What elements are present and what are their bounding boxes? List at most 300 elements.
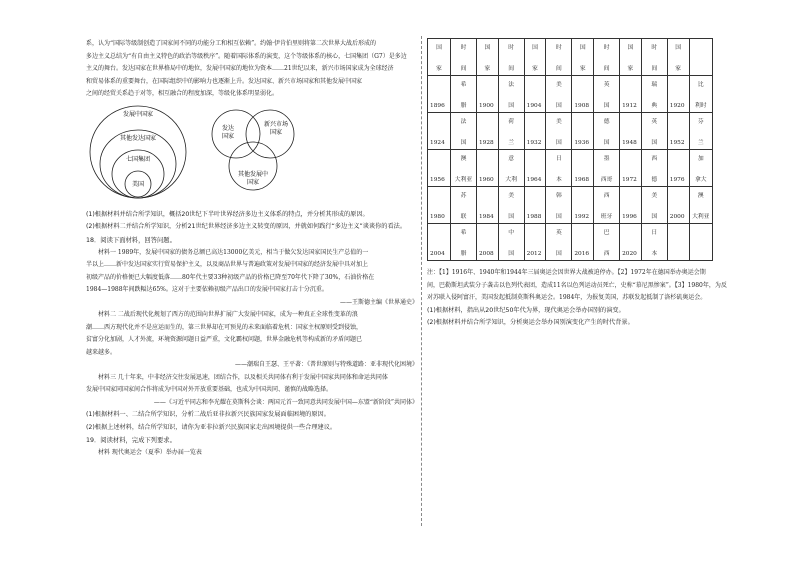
nested-circles-diagram: [90, 106, 186, 198]
cell-content: [644, 190, 665, 220]
passage-intro: [86, 38, 418, 101]
label-usa: 美国: [131, 180, 145, 188]
table-row: [428, 224, 713, 261]
country-text: 韩: [555, 193, 562, 199]
country-text: 时: [460, 45, 467, 51]
right-column: [427, 38, 727, 330]
table-cell: [451, 150, 477, 187]
source-citation: ——潮瑞自王瑟、王平著：《普世原则与特殊道路：亚非现代化困境》: [234, 361, 418, 368]
cell-content: [527, 227, 544, 257]
year-value: 1988: [526, 214, 542, 220]
cell-content: [622, 79, 639, 109]
country-text: 时: [555, 45, 562, 51]
cell-content: [622, 190, 639, 220]
year-value: 1920: [669, 103, 685, 109]
table-row: [428, 113, 713, 150]
olympics-host-table: [427, 38, 713, 261]
year-value: 1992: [574, 214, 590, 220]
table-cell: [498, 224, 524, 261]
year-value: 2012: [526, 251, 542, 257]
table-cell: [572, 150, 594, 187]
country-text: 国: [555, 140, 562, 146]
cell-content: [501, 190, 522, 220]
table-cell: [689, 39, 712, 76]
cell-content: [548, 153, 569, 183]
country-text: 时: [508, 45, 515, 51]
left-column: [86, 38, 418, 460]
country-text: 时: [603, 45, 610, 51]
source-citation: ——《习近平同志和李光耀在莫斯科会谈：两国元首一致同意共同发展中国—东盟“新阶段”共同体》: [153, 398, 418, 406]
country-text: 苏: [460, 193, 467, 199]
cell-content: [430, 227, 448, 257]
country-text: 国: [436, 45, 442, 51]
cell-content: [692, 79, 710, 109]
table-cell: [451, 224, 477, 261]
year-value: 1980: [430, 214, 445, 220]
cell-content: [644, 116, 665, 146]
country-text: 西: [651, 156, 658, 162]
cell-content: [622, 153, 639, 183]
country-text: 日: [555, 156, 562, 162]
year-value: 1908: [574, 103, 590, 109]
country-text: 典: [651, 103, 658, 109]
material-2: [86, 309, 418, 372]
year-value: 1976: [669, 177, 685, 183]
table-cell: [641, 187, 667, 224]
country-text: 国: [555, 251, 562, 257]
table-cell: [594, 150, 620, 187]
table-cell: [476, 76, 498, 113]
country-text: 间: [603, 66, 610, 72]
country-text: 澳: [697, 193, 704, 199]
table-cell: [451, 113, 477, 150]
question-19-title: 19．阅读材料，完成下列要求。: [86, 437, 176, 444]
year-value: 2020: [622, 251, 637, 257]
year-value: 2000: [669, 214, 685, 220]
country-text: 希: [460, 82, 467, 88]
country-text: 间: [555, 66, 562, 72]
table-cell: [546, 187, 572, 224]
cell-content: [670, 79, 687, 109]
note-line: 间，巴勒斯坦武装分子袭击以色列代表团，造成11名以色列运动员死亡，史称“慕尼黑惨案”。【3】1980年，为反: [427, 281, 727, 289]
cell-content: [453, 79, 474, 109]
cell-content: [692, 190, 710, 220]
table-cell: [594, 76, 620, 113]
cell-content: [692, 227, 710, 257]
table-cell: [620, 150, 642, 187]
table-cell: [524, 113, 546, 150]
text-line: 之间的经贸关系趋于对等，相互融合的程度加深，等级化体系明显弱化。: [86, 90, 279, 97]
cell-content: [574, 116, 591, 146]
country-text: 国: [508, 214, 515, 220]
cell-content: [596, 79, 617, 109]
country-text: 澳: [460, 156, 467, 162]
country-text: 间: [508, 66, 515, 72]
country-text: 家: [675, 66, 682, 72]
country-text: 比: [697, 82, 704, 88]
text-line: 贫富分化加剧，人才外流，环境资源问题日益严重，文化霸权问题，世界金融危机等构成新的矛盾问题已: [86, 336, 363, 343]
cell-content: [548, 79, 569, 109]
table-cell: [594, 39, 620, 76]
material-3: [86, 372, 418, 410]
year-value: 1924: [430, 140, 445, 146]
cell-content: [501, 116, 522, 146]
country-text: 利时: [694, 103, 707, 109]
table-cell: [451, 76, 477, 113]
cell-content: [430, 42, 448, 72]
table-cell: [667, 187, 689, 224]
country-text: 家: [627, 66, 634, 72]
table-cell: [641, 76, 667, 113]
table-cell: [620, 76, 642, 113]
country-text: 家: [484, 66, 491, 72]
question-19-2: (2)根据材料并结合所学知识，分析奥运会举办国别演变化产生的时代背景。: [427, 319, 634, 326]
year-value: 2004: [430, 251, 445, 257]
cell-content: [622, 227, 639, 257]
text-line: 初级产品的价格便已大幅度低落……80年代主要33种初级产品的价格已降至70年代下降了30%，石油价格在: [86, 273, 375, 281]
country-text: 意: [508, 156, 515, 162]
country-text: 德: [651, 177, 658, 183]
text-line: 发展中国家同国家间合作将成为中国对外开放重要基础，也成为中国共同、谨慎的战略选择。: [86, 386, 333, 393]
question-18-1: (1)根据材料一、二结合所学知识，分析二战后亚非拉新兴民族国家发展面临困境的原因。: [86, 411, 330, 418]
label-other-developing: 其他发展中国家: [237, 170, 269, 186]
table-cell: [667, 150, 689, 187]
venn-diagram: [212, 110, 294, 190]
table-cell: [572, 113, 594, 150]
diagram-area: [86, 104, 418, 209]
table-cell: [572, 224, 594, 261]
table-cell: [428, 187, 451, 224]
text-line: 潮……西方现代化并不是应运而生的，第三世界却在可预见的未来面临着危机：国家主权原则受到侵蚀，: [86, 323, 363, 331]
cell-content: [430, 79, 448, 109]
country-text: 间: [460, 66, 467, 72]
table-cell: [667, 39, 689, 76]
cell-content: [453, 116, 474, 146]
table-cell: [689, 113, 712, 150]
country-text: 国: [603, 103, 610, 109]
year-value: 1912: [622, 103, 637, 109]
table-notes: [427, 267, 727, 330]
country-text: 拿大: [694, 177, 707, 183]
year-value: 1952: [669, 140, 685, 146]
country-text: 日: [651, 230, 658, 236]
table-cell: [476, 150, 498, 187]
cell-content: [527, 79, 544, 109]
country-text: 法: [508, 82, 515, 88]
note-line: 注：【1】1916年、1940年和1944年三届奥运会因世界大战被迫停办。【2】1972年在德国举办奥运会期: [427, 269, 706, 276]
table-cell: [524, 39, 546, 76]
cell-content: [692, 42, 710, 72]
country-text: 本: [555, 177, 562, 183]
country-text: 英: [603, 82, 610, 88]
text-line: 半以上……新中发达国家实行贸易保护主义，以及商品世界与普遍政策对发展中国家的经济发展中具对加上: [86, 261, 369, 268]
table-cell: [572, 187, 594, 224]
country-text: 国: [579, 45, 586, 51]
cell-content: [644, 42, 665, 72]
country-text: 家: [436, 66, 442, 72]
country-text: 国: [508, 103, 515, 109]
cell-content: [644, 79, 665, 109]
year-value: 1928: [478, 140, 494, 146]
table-cell: [524, 224, 546, 261]
year-value: 1936: [574, 140, 590, 146]
cell-content: [574, 190, 591, 220]
label-other-developed: 其他发达国家: [119, 134, 157, 142]
country-text: 时: [651, 45, 658, 51]
country-text: 国: [555, 214, 562, 220]
country-text: 国: [627, 45, 634, 51]
cell-content: [574, 153, 591, 183]
cell-content: [596, 227, 617, 257]
question-2: (2)根据材料二并结合所学知识，分析21世纪世界经济多边主义转变的原因，并就如何践行“多边主义”谈谈你的看法。: [86, 223, 407, 230]
cell-content: [548, 116, 569, 146]
cell-content: [692, 116, 710, 146]
cell-content: [622, 116, 639, 146]
table-cell: [498, 39, 524, 76]
cell-content: [527, 42, 544, 72]
table-cell: [476, 39, 498, 76]
country-text: 美: [555, 119, 562, 125]
cell-content: [453, 153, 474, 183]
country-text: 国: [675, 45, 682, 51]
year-value: 1984: [478, 214, 494, 220]
country-text: 本: [651, 251, 658, 257]
source-citation: ——王斯德主编《世界通史》: [339, 298, 418, 306]
cell-content: [692, 153, 710, 183]
country-text: 英: [555, 230, 562, 236]
country-text: 西: [603, 193, 610, 199]
country-text: 希: [460, 230, 467, 236]
table-cell: [524, 187, 546, 224]
question-1: (1)根据材料并结合所学知识，概括20世纪下半叶世界经济多边主义体系的特点，并分析其形成的原因。: [86, 210, 369, 218]
question-18-2: (2)根据上述材料，结合所学知识，请你为亚非拉新兴民族国家走出困境提供一些合理建议。: [86, 423, 337, 431]
label-g7: 七国集团: [125, 155, 151, 163]
year-value: 2008: [478, 251, 494, 257]
cell-content: [596, 190, 617, 220]
table-cell: [667, 113, 689, 150]
table-cell: [620, 224, 642, 261]
country-text: 荷: [508, 119, 515, 125]
year-value: 1960: [478, 177, 494, 183]
country-text: 巴: [603, 230, 610, 236]
cell-content: [670, 153, 687, 183]
table-cell: [546, 224, 572, 261]
table-cell: [667, 224, 689, 261]
cell-content: [479, 42, 496, 72]
table-cell: [641, 150, 667, 187]
hierarchy-diagrams: [86, 104, 418, 209]
cell-content: [479, 153, 496, 183]
cell-content: [670, 116, 687, 146]
cell-content: [527, 153, 544, 183]
question-19-material: 材料 现代奥运会（夏季）举办届一览表: [98, 449, 202, 456]
country-text: 美: [508, 193, 515, 199]
cell-content: [548, 42, 569, 72]
country-text: 法: [460, 119, 467, 125]
text-line: 系，认为“国际等级制创造了国家间不同的功能分工和相互依赖”。约翰·伊肯伯里则将第二次世界大战后形成的: [86, 40, 377, 47]
country-text: 国: [651, 140, 658, 146]
table-cell: [546, 76, 572, 113]
table-cell: [572, 39, 594, 76]
table-cell: [594, 224, 620, 261]
text-line: 越来越多。: [86, 348, 117, 356]
cell-content: [596, 42, 617, 72]
cell-content: [527, 190, 544, 220]
country-text: 联: [460, 214, 467, 220]
country-text: 国: [651, 214, 658, 220]
country-text: 国: [508, 251, 515, 257]
cell-content: [596, 116, 617, 146]
year-value: 2016: [574, 251, 590, 257]
column-divider: [421, 36, 422, 526]
cell-content: [670, 227, 687, 257]
cell-content: [501, 42, 522, 72]
country-text: 芬: [697, 119, 704, 125]
table-cell: [451, 39, 477, 76]
cell-content: [479, 227, 496, 257]
table-cell: [476, 113, 498, 150]
country-text: 间: [651, 66, 658, 72]
year-value: 1900: [478, 103, 494, 109]
country-text: 家: [532, 66, 538, 72]
country-text: 美: [555, 82, 562, 88]
cell-content: [479, 116, 496, 146]
cell-content: [501, 79, 522, 109]
table-cell: [546, 39, 572, 76]
cell-content: [479, 190, 496, 220]
country-text: 腊: [460, 251, 467, 257]
text-line: 1984—1988年间跌幅达65%。这对于主要依赖初级产品出口的发展中国家打击十分沉重。: [86, 286, 328, 293]
table-cell: [641, 113, 667, 150]
table-cell: [641, 39, 667, 76]
table-cell: [524, 150, 546, 187]
question-18-title: 18．阅读下面材料，回答问题。: [86, 236, 176, 244]
cell-content: [574, 42, 591, 72]
table-cell: [641, 224, 667, 261]
cell-content: [430, 116, 448, 146]
text-line: 材料二 二战后现代化规划了西方的范围向世界扩展广大发展中国家，成为一种真正全球性变革的浪: [98, 311, 358, 318]
country-text: 加: [697, 156, 704, 162]
country-text: 国: [603, 140, 610, 146]
table-cell: [428, 150, 451, 187]
cell-content: [453, 42, 474, 72]
table-cell: [572, 76, 594, 113]
cell-content: [574, 227, 591, 257]
country-text: 大利亚: [454, 177, 473, 183]
table-cell: [689, 224, 712, 261]
table-cell: [498, 113, 524, 150]
country-text: 家: [579, 66, 586, 72]
year-value: 1948: [622, 140, 637, 146]
table-cell: [689, 76, 712, 113]
table-cell: [546, 150, 572, 187]
table-cell: [594, 113, 620, 150]
table-cell: [498, 187, 524, 224]
cell-content: [453, 227, 474, 257]
table-cell: [476, 224, 498, 261]
country-text: 兰: [697, 140, 704, 146]
country-text: 腊: [460, 103, 467, 109]
country-text: 大利亚: [692, 214, 710, 220]
cell-content: [527, 116, 544, 146]
table-row: [428, 76, 713, 113]
table-cell: [476, 187, 498, 224]
table-cell: [498, 150, 524, 187]
label-developed: 发达国家: [221, 124, 235, 140]
table-cell: [428, 224, 451, 261]
country-text: 美: [651, 193, 658, 199]
cell-content: [644, 153, 665, 183]
country-text: 班牙: [600, 214, 613, 220]
table-cell: [620, 39, 642, 76]
text-line: 主义的舞台。发达国家在世界格局中的地位，发展中国家的地位为资本……21世纪以来，新兴市场国家成为全球经济: [86, 65, 394, 72]
question-19-1: (1)根据材料，指出从20世纪50年代为界，现代奥运会举办国别的演变。: [427, 306, 625, 314]
year-value: 1968: [574, 177, 590, 183]
material-1: [86, 247, 418, 310]
country-text: 国: [484, 45, 491, 51]
cell-content: [548, 227, 569, 257]
table-row: [428, 187, 713, 224]
country-text: 西哥: [600, 177, 613, 183]
cell-content: [430, 190, 448, 220]
country-text: 大利: [505, 177, 517, 183]
year-value: 1904: [526, 103, 542, 109]
year-value: 1964: [526, 177, 542, 183]
table-row: [428, 39, 713, 76]
country-text: 国: [532, 45, 538, 51]
table-cell: [667, 76, 689, 113]
country-text: 中: [508, 230, 515, 236]
table-cell: [620, 187, 642, 224]
cell-content: [622, 42, 639, 72]
table-cell: [428, 113, 451, 150]
country-text: 墨: [603, 156, 610, 162]
cell-content: [644, 227, 665, 257]
table-cell: [428, 76, 451, 113]
year-value: 1996: [622, 214, 637, 220]
cell-content: [453, 190, 474, 220]
text-line: 材料一 1989年，发展中国家的债务总额已高达13000亿美元，相当于做欠发达国家国民生产总值的一: [98, 248, 369, 256]
table-cell: [620, 113, 642, 150]
table-cell: [689, 150, 712, 187]
cell-content: [501, 227, 522, 257]
year-value: 1932: [526, 140, 542, 146]
table-cell: [689, 187, 712, 224]
country-text: 国: [460, 140, 467, 146]
country-text: 西: [603, 251, 610, 257]
table-cell: [594, 187, 620, 224]
cell-content: [548, 190, 569, 220]
year-value: 1896: [430, 103, 445, 109]
table-cell: [524, 76, 546, 113]
label-emerging: 新兴市场国家: [263, 120, 289, 136]
country-text: 国: [555, 103, 562, 109]
cell-content: [430, 153, 448, 183]
country-text: 德: [603, 119, 610, 125]
text-line: 材料三 几十年来，中非经济交往发展迅速，团结合作，以及相关共同体有利于发展中国家共同体和命运共同体: [98, 373, 388, 381]
cell-content: [479, 79, 496, 109]
cell-content: [670, 190, 687, 220]
country-text: 兰: [508, 140, 515, 146]
text-line: 和贸易体系的重要舞台，在国际组织中的影响力也逐渐上升。发达国家、新兴市场国家和其他发展中国家: [86, 77, 363, 85]
cell-content: [670, 42, 687, 72]
table-cell: [498, 76, 524, 113]
cell-content: [574, 79, 591, 109]
table-cell: [428, 39, 451, 76]
table-cell: [546, 113, 572, 150]
text-line: 多边主义总结为“有自由主义特色的政治等级秩序”。随着国际体系的演变，这个等级体系的核心，七国集团（G7）是多边: [86, 52, 407, 60]
country-text: 瑞: [651, 82, 658, 88]
